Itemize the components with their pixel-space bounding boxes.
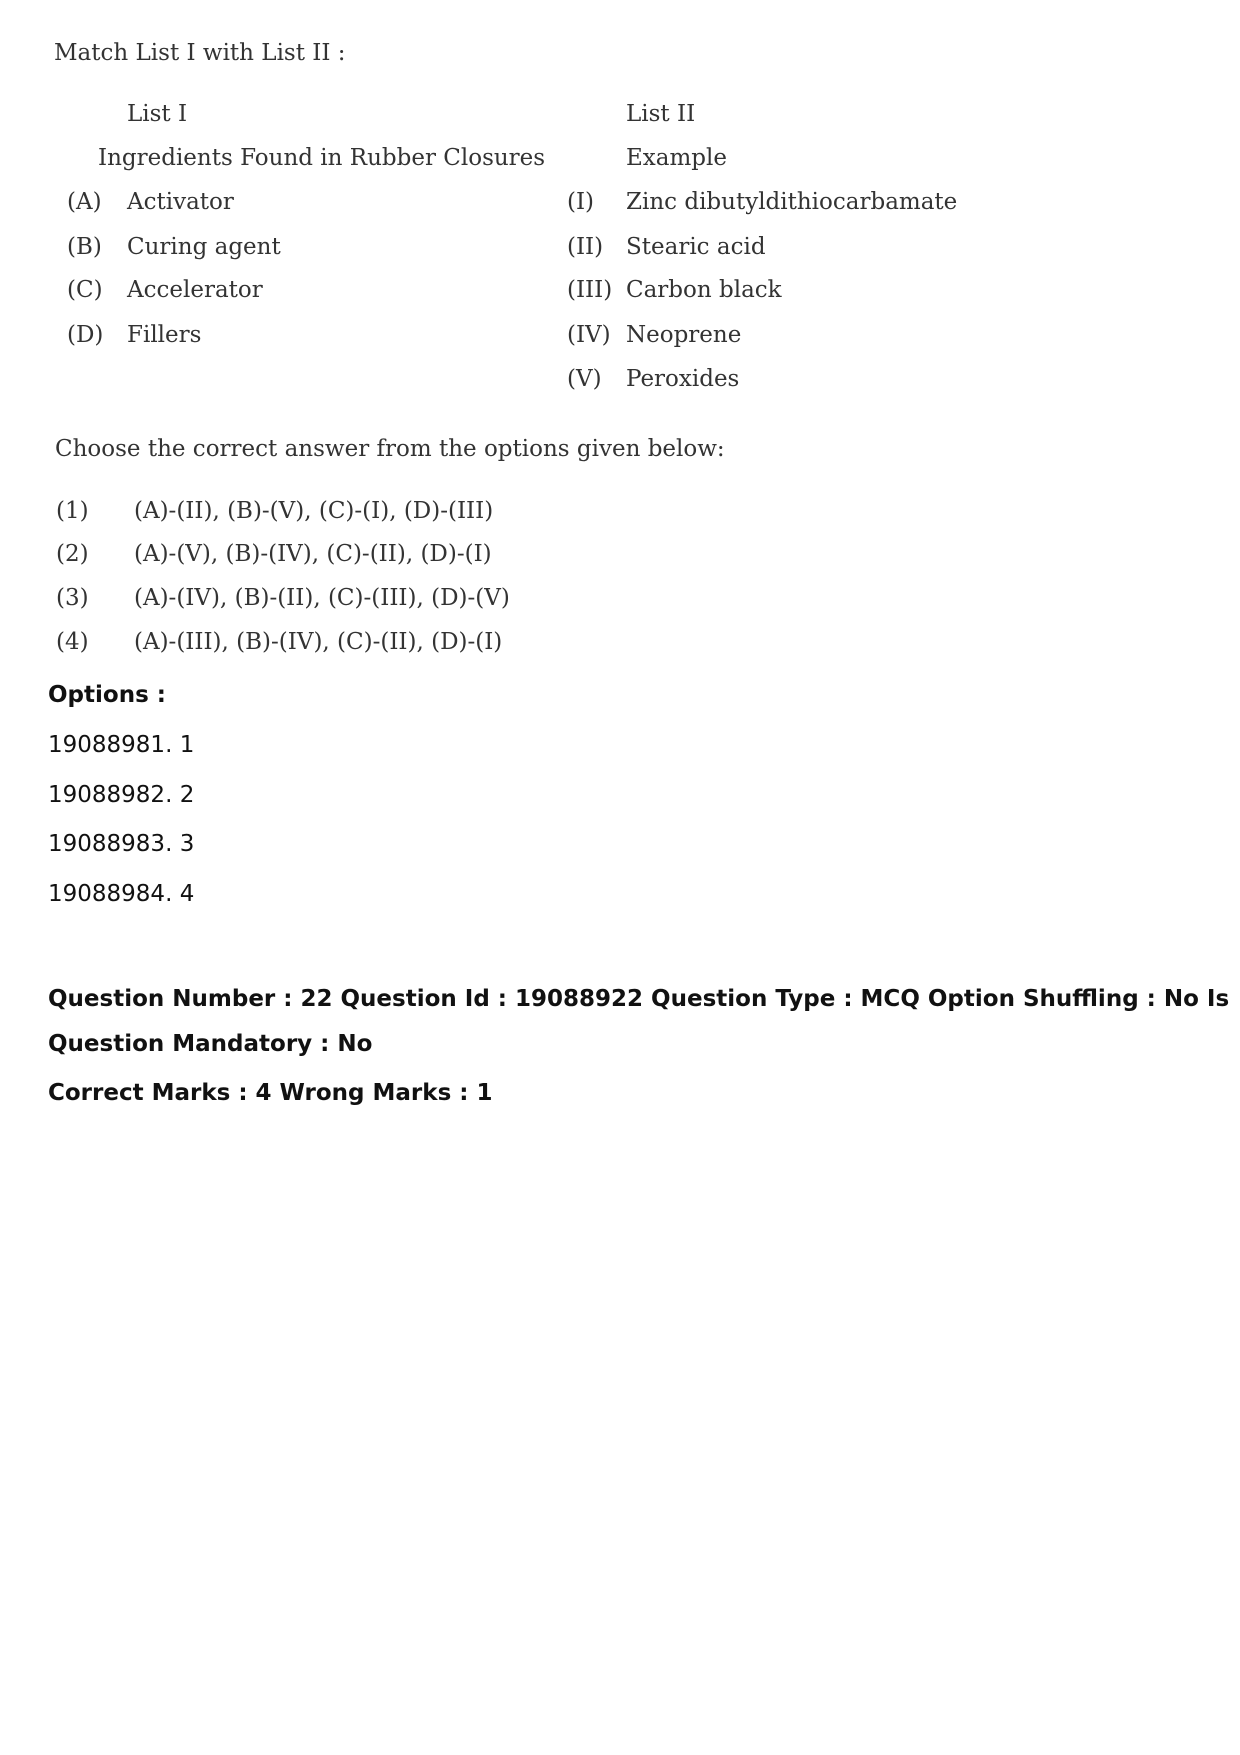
choice-text: (A)-(II), (B)-(V), (C)-(I), (D)-(III): [134, 498, 494, 524]
list1-item-text: Activator: [127, 189, 234, 215]
list2-item-label: (III): [567, 277, 613, 303]
list1-item-text: Accelerator: [127, 277, 263, 303]
option-item: 19088984. 4: [48, 881, 195, 907]
list1-item-text: Curing agent: [127, 234, 281, 260]
question-mandatory-line: Question Mandatory : No: [48, 1031, 373, 1057]
choice-number: (1): [56, 498, 89, 524]
list2-item-label: (V): [567, 366, 602, 392]
choice-number: (4): [56, 629, 89, 655]
option-item: 19088981. 1: [48, 732, 195, 758]
list2-item-text: Stearic acid: [626, 234, 766, 260]
list2-item-text: Neoprene: [626, 322, 742, 348]
question-meta-line: Question Number : 22 Question Id : 19088922 Question Type : MCQ Option Shuffling : No Is: [48, 986, 1230, 1012]
option-item: 19088982. 2: [48, 782, 195, 808]
list1-item-label: (A): [67, 189, 102, 215]
list1-subheading: Ingredients Found in Rubber Closures: [98, 145, 546, 171]
choice-text: (A)-(IV), (B)-(II), (C)-(III), (D)-(V): [134, 585, 510, 611]
list2-item-text: Carbon black: [626, 277, 782, 303]
list1-item-label: (D): [67, 322, 104, 348]
list1-item-text: Fillers: [127, 322, 202, 348]
list2-item-text: Zinc dibutyldithiocarbamate: [626, 189, 958, 215]
list1-item-label: (C): [67, 277, 103, 303]
list2-item-label: (I): [567, 189, 595, 215]
list1-heading: List I: [127, 101, 188, 127]
choice-text: (A)-(V), (B)-(IV), (C)-(II), (D)-(I): [134, 541, 492, 567]
marks-line: Correct Marks : 4 Wrong Marks : 1: [48, 1080, 493, 1106]
options-heading: Options :: [48, 682, 166, 708]
choice-text: (A)-(III), (B)-(IV), (C)-(II), (D)-(I): [134, 629, 503, 655]
list2-subheading: Example: [626, 145, 727, 171]
list2-item-label: (II): [567, 234, 604, 260]
choice-number: (2): [56, 541, 89, 567]
list2-item-label: (IV): [567, 322, 611, 348]
choose-instruction: Choose the correct answer from the options given below:: [55, 436, 725, 462]
match-instruction: Match List I with List II :: [54, 40, 346, 66]
list1-item-label: (B): [67, 234, 102, 260]
option-item: 19088983. 3: [48, 831, 195, 857]
list2-item-text: Peroxides: [626, 366, 740, 392]
list2-heading: List II: [626, 101, 696, 127]
choice-number: (3): [56, 585, 89, 611]
